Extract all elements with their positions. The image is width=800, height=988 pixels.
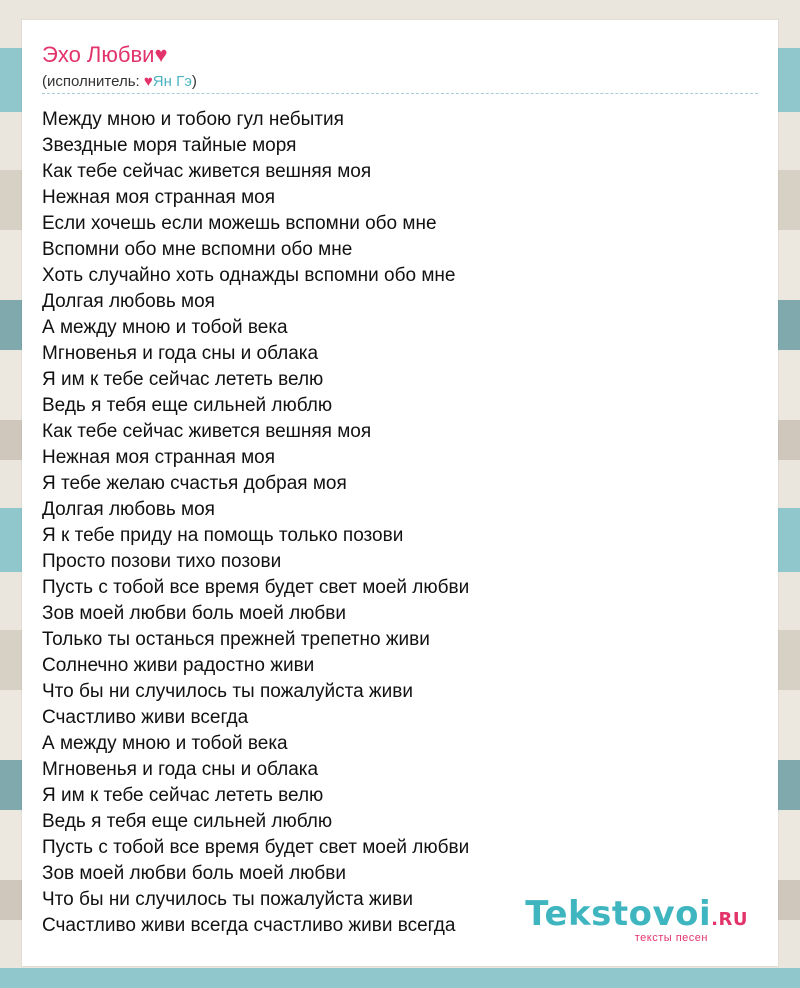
artist-name: Ян Гэ [152, 73, 192, 90]
lyric-line: Счастливо живи всегда [42, 707, 249, 728]
lyric-line: Я им к тебе сейчас лететь велю [42, 369, 324, 390]
lyric-line: Нежная моя странная моя [42, 447, 275, 468]
watermark-brand: Tekstovoi [525, 894, 712, 934]
lyric-line: Если хочешь если можешь вспомни обо мне [42, 213, 437, 234]
lyric-line: Хоть случайно хоть однажды вспомни обо мне [42, 265, 456, 286]
lyric-line: Пусть с тобой все время будет свет моей любви [42, 837, 470, 858]
lyric-line: Только ты останься прежней трепетно живи [42, 629, 430, 650]
lyric-line: Как тебе сейчас живется вешняя моя [42, 421, 372, 442]
artist-line [42, 73, 197, 91]
lyric-line: Счастливо живи всегда счастливо живи всегда [42, 915, 456, 936]
lyric-line: Зов моей любви боль моей любви [42, 863, 347, 884]
lyrics-list [42, 107, 469, 939]
lyric-line: Зов моей любви боль моей любви [42, 603, 347, 624]
lyric-line: Ведь я тебя еще сильней люблю [42, 811, 333, 832]
lyric-line: Я тебе желаю счастья добрая моя [42, 473, 347, 494]
artist-link[interactable] [144, 73, 192, 90]
lyric-line: Что бы ни случилось ты пожалуйста живи [42, 889, 413, 910]
lyric-line: А между мною и тобой века [42, 733, 288, 754]
lyric-line: Ведь я тебя еще сильней люблю [42, 395, 333, 416]
artist-suffix: ) [191, 73, 197, 90]
lyric-line: Звездные моря тайные моря [42, 135, 297, 156]
heart-icon: ♥ [154, 42, 168, 67]
lyric-line: Между мною и тобою гул небытия [42, 109, 344, 130]
lyric-line: Я к тебе приду на помощь только позови [42, 525, 404, 546]
site-watermark [525, 896, 748, 944]
lyric-line: Мгновенья и года сны и облака [42, 759, 319, 780]
lyric-line: Солнечно живи радостно живи [42, 655, 315, 676]
lyrics-card [22, 20, 778, 966]
lyric-line: Просто позови тихо позови [42, 551, 282, 572]
lyric-line: Пусть с тобой все время будет свет моей любви [42, 577, 470, 598]
lyric-line: Нежная моя странная моя [42, 187, 275, 208]
lyric-line: А между мною и тобой века [42, 317, 288, 338]
watermark-subtitle: тексты песен [634, 932, 708, 944]
lyric-line: Я им к тебе сейчас лететь велю [42, 785, 324, 806]
song-title [42, 42, 168, 68]
lyric-line: Как тебе сейчас живется вешняя моя [42, 161, 372, 182]
lyric-line: Что бы ни случилось ты пожалуйста живи [42, 681, 413, 702]
heart-icon: ♥ [143, 73, 153, 90]
lyric-line: Долгая любовь моя [42, 291, 215, 312]
lyric-line: Вспомни обо мне вспомни обо мне [42, 239, 353, 260]
artist-prefix: (исполнитель: [42, 73, 144, 90]
watermark-tld: .RU [711, 909, 748, 930]
song-title-text: Эхо Любви [42, 42, 155, 67]
lyric-line: Мгновенья и года сны и облака [42, 343, 319, 364]
lyric-line: Долгая любовь моя [42, 499, 215, 520]
divider [42, 93, 758, 94]
